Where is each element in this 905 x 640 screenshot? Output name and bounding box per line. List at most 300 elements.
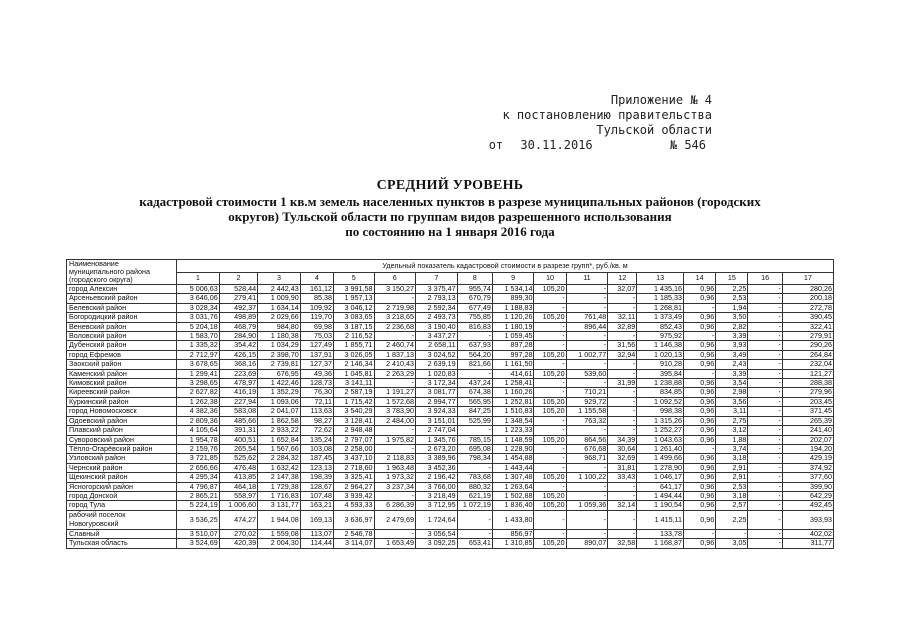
table-row [67,473,834,482]
value-cell: 2 118,83 [374,454,416,463]
value-cell: 1 191,27 [374,388,416,397]
table-body [67,285,834,549]
value-cell: 3 150,27 [374,285,416,294]
value-cell: 3 375,47 [416,285,458,294]
value-cell: 72,11 [300,397,333,406]
value-cell: 32,14 [608,501,637,510]
value-cell: - [716,529,748,538]
value-cell: 368,16 [219,360,257,369]
value-cell: 105,20 [534,369,566,378]
table-row [67,529,834,538]
table-row [67,285,834,294]
value-cell: 3 298,65 [177,379,220,388]
value-cell: 1 307,48 [492,473,534,482]
value-cell: 3 678,65 [177,360,220,369]
value-cell: - [748,491,782,500]
value-cell: 3 028,34 [177,303,220,312]
table-row [67,482,834,491]
group-number-header: 3 [258,272,301,285]
value-cell: 0,96 [684,397,716,406]
value-cell: 1 180,19 [492,322,534,331]
table-row [67,322,834,331]
group-number-header: 8 [457,272,492,285]
value-cell: - [748,501,782,510]
value-cell: 1 100,22 [566,473,608,482]
value-cell: 621,19 [457,491,492,500]
value-cell: 3 026,05 [333,350,374,359]
value-cell: 3 646,06 [177,294,220,303]
value-cell: 72,62 [300,426,333,435]
header-group-numbers [67,272,834,285]
district-name-cell: Дубенский район [67,341,177,350]
appendix-date: 30.11.2016 [520,138,593,152]
value-cell: 3 991,58 [333,285,374,294]
value-cell: 528,44 [219,285,257,294]
table-row [67,294,834,303]
header-district-name: Наименование муниципального района (городского округа) [67,260,177,285]
table-row [67,360,834,369]
value-cell: 1 433,80 [492,510,534,529]
value-cell: 1 180,38 [258,332,301,341]
value-cell: 1 238,88 [637,379,684,388]
value-cell: 676,68 [566,444,608,453]
value-cell: 1 944,08 [258,510,301,529]
value-cell: 4 593,33 [333,501,374,510]
value-cell: 280,26 [782,285,833,294]
value-cell: 0,96 [684,435,716,444]
value-cell: 3 141,11 [333,379,374,388]
value-cell: 3 636,97 [333,510,374,529]
value-cell: 0,96 [684,454,716,463]
value-cell: 847,25 [457,407,492,416]
value-cell: 0,96 [684,510,716,529]
value-cell: 2 793,13 [416,294,458,303]
value-cell: 163,21 [300,501,333,510]
value-cell: 1 862,58 [258,416,301,425]
value-cell: 1 045,81 [333,369,374,378]
value-cell: 200,18 [782,294,833,303]
value-cell: 798,34 [457,454,492,463]
value-cell: 2 719,98 [374,303,416,312]
value-cell: - [748,473,782,482]
value-cell: 1 188,83 [492,303,534,312]
value-cell: 32,69 [608,454,637,463]
value-cell: - [534,379,566,388]
value-cell: 32,89 [608,322,637,331]
district-name-cell: Плавский район [67,426,177,435]
value-cell: 402,02 [782,529,833,538]
value-cell: 1 120,26 [492,313,534,322]
value-cell: 525,62 [219,454,257,463]
value-cell: 637,93 [457,341,492,350]
value-cell: 1 261,40 [637,444,684,453]
table-row [67,426,834,435]
value-cell: 890,07 [566,539,608,548]
value-cell: 897,28 [492,341,534,350]
value-cell: 109,92 [300,303,333,312]
value-cell: 498,89 [219,313,257,322]
value-cell: - [374,379,416,388]
value-cell: 1 252,27 [637,426,684,435]
value-cell: 1 510,83 [492,407,534,416]
value-cell: 2 933,22 [258,426,301,435]
value-cell: 3 114,07 [333,539,374,548]
value-cell: 3 437,27 [416,332,458,341]
value-cell: - [457,426,492,435]
value-cell: 1 059,45 [492,332,534,341]
value-cell: 105,20 [534,501,566,510]
value-cell: 1 146,38 [637,341,684,350]
value-cell: 492,37 [219,303,257,312]
value-cell: 2 587,19 [333,388,374,397]
value-cell: 3 452,36 [416,463,458,472]
value-cell: - [748,444,782,453]
value-cell: 0,96 [684,341,716,350]
value-cell: - [748,313,782,322]
value-cell: 1 345,76 [416,435,458,444]
value-cell: 0,96 [684,426,716,435]
value-cell: 5 224,19 [177,501,220,510]
district-name-cell: Узловский район [67,454,177,463]
value-cell: - [374,444,416,453]
value-cell: 2 159,76 [177,444,220,453]
table-row [67,463,834,472]
value-cell: 437,24 [457,379,492,388]
value-cell: - [534,463,566,472]
value-cell: 1 494,44 [637,491,684,500]
value-cell: 0,96 [684,407,716,416]
value-cell: 2,53 [716,294,748,303]
value-cell: 1 583,70 [177,332,220,341]
value-cell: 1 155,58 [566,407,608,416]
value-cell: 2 029,66 [258,313,301,322]
value-cell: - [534,529,566,538]
value-cell: 2 712,97 [177,350,220,359]
value-cell: 114,44 [300,539,333,548]
value-cell: 241,40 [782,426,833,435]
value-cell: 354,42 [219,341,257,350]
value-cell: - [566,294,608,303]
group-number-header: 16 [748,272,782,285]
value-cell: 416,19 [219,388,257,397]
value-cell: 119,70 [300,313,333,322]
value-cell: 3 092,25 [416,539,458,548]
table-row [67,397,834,406]
district-name-cell: город Новомосковск [67,407,177,416]
value-cell: 288,38 [782,379,833,388]
value-cell: - [748,510,782,529]
value-cell: - [534,303,566,312]
value-cell: 107,48 [300,491,333,500]
value-cell: 3,18 [716,454,748,463]
value-cell: - [608,426,637,435]
value-cell: 1 415,11 [637,510,684,529]
value-cell: 128,67 [300,482,333,491]
value-cell: 2,98 [716,388,748,397]
district-name-cell: Арсеньевский район [67,294,177,303]
value-cell: 2 236,68 [374,322,416,331]
table-row [67,379,834,388]
value-cell: 2 658,11 [416,341,458,350]
value-cell: - [748,322,782,331]
value-cell: 0,96 [684,539,716,548]
value-cell: 670,79 [457,294,492,303]
value-cell: 761,48 [566,313,608,322]
value-cell: 2 004,30 [258,539,301,548]
value-cell: - [684,369,716,378]
value-cell: 105,20 [534,491,566,500]
value-cell: 1 855,71 [333,341,374,350]
district-name-cell: Одоевский район [67,416,177,425]
value-cell: 123,13 [300,463,333,472]
value-cell: 1 002,77 [566,350,608,359]
value-cell: 856,97 [492,529,534,538]
value-cell: 232,04 [782,360,833,369]
value-cell: 478,97 [219,379,257,388]
value-cell: 1 278,90 [637,463,684,472]
value-cell: 3 151,01 [416,416,458,425]
value-cell: 32,07 [608,285,637,294]
value-cell: 2 410,43 [374,360,416,369]
value-cell: 968,71 [566,454,608,463]
value-cell: 187,45 [300,454,333,463]
value-cell: 265,54 [219,444,257,453]
value-cell: 1 043,63 [637,435,684,444]
value-cell: - [534,510,566,529]
value-cell: - [608,332,637,341]
group-number-header: 2 [219,272,257,285]
value-cell: 1 059,36 [566,501,608,510]
value-cell: 1 046,17 [637,473,684,482]
value-cell: 2 116,52 [333,332,374,341]
value-cell: 3 046,12 [333,303,374,312]
value-cell: 374,92 [782,463,833,472]
value-cell: 49,36 [300,369,333,378]
value-cell: 1 190,54 [637,501,684,510]
value-cell: 558,97 [219,491,257,500]
value-cell: 3,12 [716,426,748,435]
value-cell: - [748,397,782,406]
group-number-header: 13 [637,272,684,285]
value-cell: 3,49 [716,350,748,359]
value-cell: 821,66 [457,360,492,369]
table-row [67,435,834,444]
value-cell: 105,20 [534,435,566,444]
value-cell: 279,91 [782,332,833,341]
value-cell: 198,39 [300,473,333,482]
value-cell: 3 437,10 [333,454,374,463]
district-name-cell: Ясногорский район [67,482,177,491]
subtitle-line-2: округов) Тульской области по группам видов разрешенного использования [228,209,672,224]
value-cell: 105,20 [534,473,566,482]
value-cell: 279,41 [219,294,257,303]
value-cell: 2 994,77 [416,397,458,406]
value-cell: 3,39 [716,332,748,341]
value-cell: 113,07 [300,529,333,538]
value-cell: 4 295,34 [177,473,220,482]
value-cell: 1 499,66 [637,454,684,463]
value-cell: 1 228,90 [492,444,534,453]
value-cell: 5 204,18 [177,322,220,331]
value-cell: 2 493,73 [416,313,458,322]
value-cell: - [748,285,782,294]
value-cell: 3,56 [716,397,748,406]
value-cell: 785,15 [457,435,492,444]
value-cell: 1 973,32 [374,473,416,482]
value-cell: 31,81 [608,463,637,472]
value-cell: 202,07 [782,435,833,444]
value-cell: 1 724,64 [416,510,458,529]
value-cell: 3 389,96 [416,454,458,463]
value-cell: 1 006,60 [219,501,257,510]
appendix-doc-number: № 546 [669,138,706,152]
value-cell: 2 479,69 [374,510,416,529]
value-cell: 3 218,65 [374,313,416,322]
value-cell: 399,90 [782,482,833,491]
value-cell: 2 718,60 [333,463,374,472]
value-cell: 1 373,49 [637,313,684,322]
group-number-header: 10 [534,272,566,285]
value-cell: 2,25 [716,510,748,529]
value-cell: 3 024,52 [416,350,458,359]
value-cell: 105,20 [534,313,566,322]
district-name-cell: Богородицкий район [67,313,177,322]
district-name-cell: город Ефремов [67,350,177,359]
value-cell: 1 168,87 [637,539,684,548]
value-cell: 413,85 [219,473,257,482]
value-cell: 3 766,00 [416,482,458,491]
table-row [67,454,834,463]
value-cell: 2 258,00 [333,444,374,453]
value-cell: 3 540,29 [333,407,374,416]
value-cell: 4 382,36 [177,407,220,416]
value-cell: 76,30 [300,388,333,397]
district-name-cell: рабочий поселок Новогуровский [67,510,177,529]
value-cell: - [748,303,782,312]
value-cell: 2,57 [716,501,748,510]
group-number-header: 14 [684,272,716,285]
value-cell: - [608,529,637,538]
value-cell: - [608,416,637,425]
header-group-caption: Удельный показатель кадастровой стоимости в разрезе групп*, руб./кв. м [177,260,834,273]
value-cell: - [748,416,782,425]
value-cell: - [748,360,782,369]
value-cell: 223,69 [219,369,257,378]
value-cell: - [566,332,608,341]
value-cell: 265,39 [782,416,833,425]
value-cell: 395,84 [637,369,684,378]
value-cell: 2,82 [716,322,748,331]
appendix-from: от [488,138,504,152]
value-cell: - [374,491,416,500]
value-cell: 677,49 [457,303,492,312]
value-cell: 1,88 [716,435,748,444]
value-cell: 1 148,59 [492,435,534,444]
table-row [67,341,834,350]
value-cell: 2 546,78 [333,529,374,538]
value-cell: 852,43 [637,322,684,331]
value-cell: 194,20 [782,444,833,453]
value-cell: 2 442,43 [258,285,301,294]
value-cell: - [566,491,608,500]
value-cell: 1 422,46 [258,379,301,388]
value-cell: 85,38 [300,294,333,303]
value-cell: 2 747,04 [416,426,458,435]
value-cell: 2 263,29 [374,369,416,378]
value-cell: 997,28 [492,350,534,359]
value-cell: 834,85 [637,388,684,397]
value-cell: 2 041,07 [258,407,301,416]
value-cell: 4 105,64 [177,426,220,435]
value-cell: 3,74 [716,444,748,453]
value-cell: 464,18 [219,482,257,491]
value-cell: 1 262,38 [177,397,220,406]
value-cell: 113,63 [300,407,333,416]
value-cell: 3 783,90 [374,407,416,416]
value-cell: 1 161,50 [492,360,534,369]
value-cell: 0,96 [684,463,716,472]
value-cell: 564,20 [457,350,492,359]
district-name-cell: Суворовский район [67,435,177,444]
value-cell: 169,13 [300,510,333,529]
value-cell: 3,93 [716,341,748,350]
value-cell: 896,44 [566,322,608,331]
district-name-cell: Тульская область [67,539,177,548]
table-row [67,313,834,322]
value-cell: 998,38 [637,407,684,416]
value-cell: 1 572,68 [374,397,416,406]
value-cell: - [608,482,637,491]
value-cell: 641,17 [637,482,684,491]
value-cell: 371,45 [782,407,833,416]
value-cell: 2 739,81 [258,360,301,369]
value-cell: 31,99 [608,379,637,388]
value-cell: 1 263,64 [492,482,534,491]
value-cell: 1 559,08 [258,529,301,538]
value-cell: 3,18 [716,491,748,500]
value-cell: 3 939,42 [333,491,374,500]
value-cell: 642,29 [782,491,833,500]
group-number-header: 7 [416,272,458,285]
value-cell: 1 352,29 [258,388,301,397]
district-name-cell: Славный [67,529,177,538]
value-cell: 4 796,87 [177,482,220,491]
value-cell: 2 948,48 [333,426,374,435]
value-cell: 2 627,82 [177,388,220,397]
value-cell: 2 592,34 [416,303,458,312]
value-cell: - [566,341,608,350]
value-cell: 3 721,85 [177,454,220,463]
value-cell: 3 083,65 [333,313,374,322]
value-cell: - [374,426,416,435]
value-cell: 264,84 [782,350,833,359]
value-cell: - [457,529,492,538]
value-cell: 2 147,38 [258,473,301,482]
value-cell: 984,80 [258,322,301,331]
district-name-cell: Каменский район [67,369,177,378]
value-cell: 393,93 [782,510,833,529]
value-cell: 3 524,69 [177,539,220,548]
value-cell: - [457,369,492,378]
group-number-header: 9 [492,272,534,285]
value-cell: 476,48 [219,463,257,472]
district-name-cell: Белевский район [67,303,177,312]
group-number-header: 17 [782,272,833,285]
value-cell: 763,32 [566,416,608,425]
value-cell: 1 836,40 [492,501,534,510]
value-cell: - [748,332,782,341]
value-cell: 2 865,21 [177,491,220,500]
